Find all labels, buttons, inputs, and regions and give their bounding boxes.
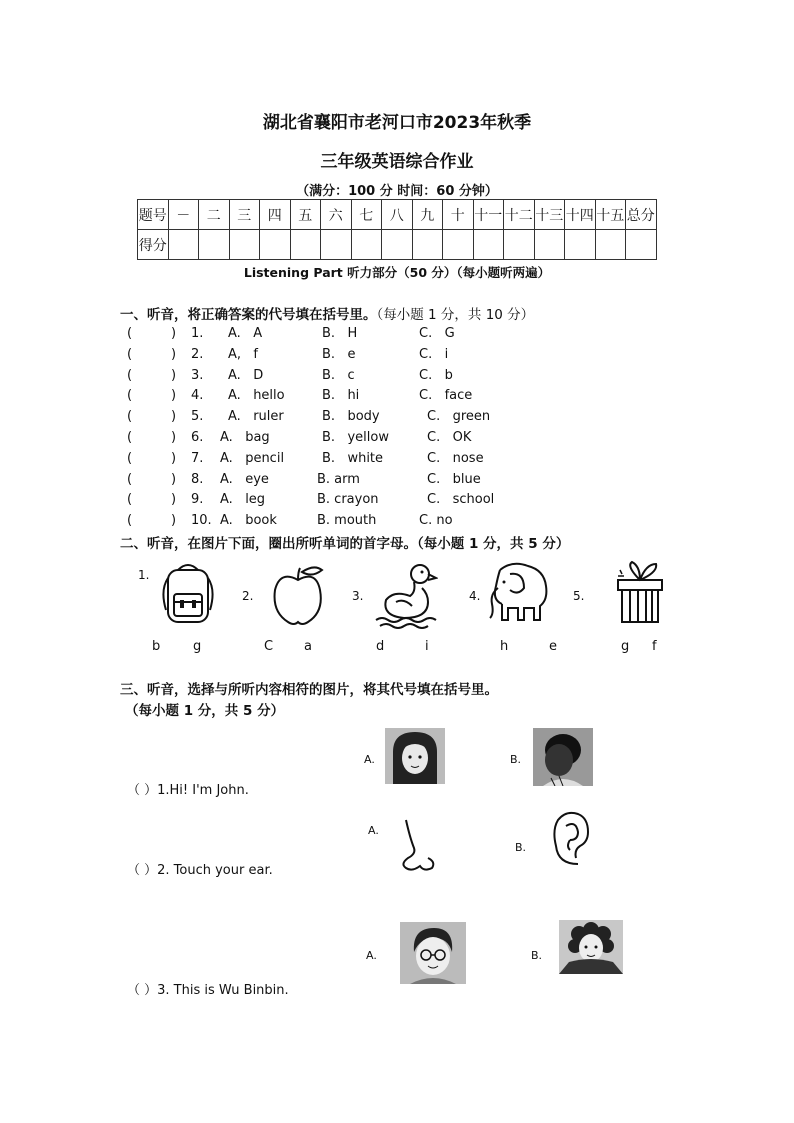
letter-choice[interactable]: e: [549, 639, 557, 654]
question-number: 7.: [191, 450, 204, 466]
boy-glasses-photo-icon[interactable]: [400, 922, 466, 984]
option-c: C. school: [427, 492, 495, 508]
option-c: C. G: [419, 326, 455, 341]
letter-choice[interactable]: f: [652, 639, 657, 654]
letter-choice[interactable]: g: [621, 639, 630, 654]
q3-2-option-b: B.: [515, 841, 527, 854]
option-b: B. arm: [317, 471, 360, 487]
question-number: 2.: [191, 346, 204, 362]
question-number: 5.: [191, 409, 204, 425]
elephant-icon: [488, 560, 552, 626]
question-number: 10.: [191, 513, 212, 529]
score-entry-cell[interactable]: [351, 230, 382, 260]
question-number: 9.: [191, 492, 204, 508]
score-table-header-cell: 四: [260, 200, 291, 230]
option-c: C. nose: [427, 450, 484, 466]
answer-bracket-open[interactable]: (: [127, 513, 133, 529]
nose-icon[interactable]: [396, 818, 440, 874]
score-table-header-cell: 十三: [534, 200, 565, 230]
q3-item-1: （ ）1.Hi! I'm John.: [127, 783, 249, 798]
option-c: C. no: [419, 513, 453, 529]
option-a: A. ruler: [228, 409, 284, 425]
letter-choice[interactable]: C: [264, 639, 274, 654]
option-a: A. book: [220, 513, 277, 529]
gift-icon: [612, 560, 668, 626]
question-number: 8.: [191, 471, 204, 487]
answer-bracket-close[interactable]: ): [171, 367, 177, 383]
score-entry-cell[interactable]: [260, 230, 291, 260]
option-c: C. b: [419, 367, 453, 383]
answer-bracket-close[interactable]: ): [171, 492, 177, 508]
answer-bracket-open[interactable]: (: [127, 430, 133, 445]
answer-bracket-close[interactable]: ): [171, 430, 177, 445]
q2-number-3: 3.: [352, 589, 364, 603]
q3-1-option-b: B.: [510, 753, 522, 766]
score-entry-cell[interactable]: [626, 230, 657, 260]
q2-number-1: 1.: [138, 568, 150, 582]
option-c: C. blue: [427, 471, 481, 487]
title-line2: 三年级英语综合作业: [320, 152, 474, 172]
score-table-header-cell: 十五: [595, 200, 626, 230]
letter-choice[interactable]: a: [304, 639, 312, 654]
score-table-header-cell: 十一: [473, 200, 504, 230]
answer-bracket-close[interactable]: ): [171, 450, 177, 466]
score-table-header-cell: 十二: [504, 200, 535, 230]
answer-bracket-close[interactable]: ): [171, 471, 177, 487]
boy-photo-icon[interactable]: [533, 728, 593, 786]
answer-bracket-close[interactable]: ): [171, 513, 177, 529]
score-table-header-cell: 六: [321, 200, 352, 230]
score-entry-cell[interactable]: [382, 230, 413, 260]
option-a: A. hello: [228, 388, 285, 404]
answer-bracket-open[interactable]: (: [127, 326, 133, 341]
score-entry-cell[interactable]: [443, 230, 474, 260]
option-b: B. yellow: [322, 430, 389, 445]
score-entry-cell[interactable]: [321, 230, 352, 260]
score-table-label-cell: 题号: [138, 200, 169, 230]
score-table-header-cell: 九: [412, 200, 443, 230]
score-table-header-cell: 八: [382, 200, 413, 230]
score-entry-cell[interactable]: [168, 230, 199, 260]
question-number: 6.: [191, 430, 204, 445]
letter-choice[interactable]: h: [500, 639, 509, 654]
score-table-header-cell: 三: [229, 200, 260, 230]
score-table-label-cell: 得分: [138, 230, 169, 260]
score-entry-cell[interactable]: [473, 230, 504, 260]
duck-icon: [374, 560, 438, 630]
option-a: A. bag: [220, 430, 270, 445]
q3-item-3: （ ）3. This is Wu Binbin.: [127, 983, 289, 998]
score-table-score-row: [138, 230, 657, 260]
section1-heading: [120, 303, 534, 323]
q3-item-2: （ ）2. Touch your ear.: [127, 863, 273, 878]
q3-3-option-a: A.: [366, 949, 377, 962]
option-a: A. A: [228, 326, 263, 341]
letter-choice[interactable]: b: [152, 639, 161, 654]
q2-number-5: 5.: [573, 589, 585, 603]
answer-bracket-open[interactable]: (: [127, 409, 133, 425]
score-entry-cell[interactable]: [565, 230, 596, 260]
score-table-header-cell: 七: [351, 200, 382, 230]
q2-number-2: 2.: [242, 589, 254, 603]
answer-bracket-close[interactable]: ): [171, 326, 177, 341]
score-entry-cell[interactable]: [412, 230, 443, 260]
score-table-header-cell: 十四: [565, 200, 596, 230]
option-c: C. i: [419, 346, 449, 362]
girl-curly-photo-icon[interactable]: [559, 920, 623, 974]
question-number: 1.: [191, 326, 204, 341]
option-b: B. mouth: [317, 513, 377, 529]
section3-subheading: （每小题 1 分，共 5 分）: [125, 703, 285, 719]
score-entry-cell[interactable]: [534, 230, 565, 260]
question-number: 3.: [191, 367, 204, 383]
section3-heading: 三、听音，选择与所听内容相符的图片，将其代号填在括号里。: [120, 682, 498, 698]
answer-bracket-open[interactable]: (: [127, 492, 133, 508]
q3-2-option-a: A.: [368, 824, 379, 837]
score-table-header-cell: 总分: [626, 200, 657, 230]
score-table-header-cell: －: [168, 200, 199, 230]
score-entry-cell[interactable]: [199, 230, 230, 260]
letter-choice[interactable]: g: [193, 639, 202, 654]
score-table-header-cell: 二: [199, 200, 230, 230]
answer-bracket-open[interactable]: (: [127, 367, 133, 383]
answer-bracket-open[interactable]: (: [127, 346, 133, 362]
ear-icon[interactable]: [548, 810, 592, 866]
answer-bracket-close[interactable]: ): [171, 409, 177, 425]
option-c: C. OK: [427, 430, 472, 445]
option-a: A. eye: [220, 471, 269, 487]
q2-number-4: 4.: [469, 589, 481, 603]
answer-bracket-close[interactable]: ): [171, 346, 177, 362]
option-b: B. body: [322, 409, 380, 425]
option-a: A. leg: [220, 492, 266, 508]
score-table-header-cell: 五: [290, 200, 321, 230]
letter-choice[interactable]: d: [376, 639, 385, 654]
option-b: B. c: [322, 367, 355, 383]
option-c: C. green: [427, 409, 491, 425]
apple-icon: [270, 564, 326, 626]
option-a: A. D: [228, 367, 264, 383]
option-b: B. crayon: [317, 492, 379, 508]
girl-photo-icon[interactable]: [385, 728, 445, 784]
score-entry-cell[interactable]: [229, 230, 260, 260]
title-line1: 湖北省襄阳市老河口市2023年秋季: [262, 113, 532, 133]
backpack-icon: [160, 560, 216, 626]
answer-bracket-open[interactable]: (: [127, 471, 133, 487]
score-entry-cell[interactable]: [504, 230, 535, 260]
option-c: C. face: [419, 388, 473, 404]
section2-heading: 二、听音，在图片下面，圈出所听单词的首字母。（每小题 1 分，共 5 分）: [120, 536, 570, 552]
score-table-header-cell: 十: [443, 200, 474, 230]
score-time-info: （满分：100 分 时间：60 分钟）: [296, 184, 498, 199]
section1-heading-main: 一、听音，将正确答案的代号填在括号里。: [120, 307, 377, 323]
option-b: B. e: [322, 346, 356, 362]
score-table-header-row: [138, 200, 657, 230]
answer-bracket-open[interactable]: (: [127, 450, 133, 466]
q3-1-option-a: A.: [364, 753, 375, 766]
option-a: A, f: [228, 346, 258, 362]
answer-bracket-open[interactable]: (: [127, 388, 133, 404]
letter-choice[interactable]: i: [425, 639, 429, 654]
q3-3-option-b: B.: [531, 949, 543, 962]
listening-part-heading: Listening Part 听力部分（50 分）（每小题听两遍）: [243, 265, 551, 280]
score-table: [137, 199, 657, 260]
question-number: 4.: [191, 388, 204, 404]
score-entry-cell[interactable]: [290, 230, 321, 260]
section1-heading-points: （每小题 1 分，共 10 分）: [376, 307, 535, 323]
answer-bracket-close[interactable]: ): [171, 388, 177, 404]
option-a: A. pencil: [220, 450, 285, 466]
score-entry-cell[interactable]: [595, 230, 626, 260]
option-b: B. H: [322, 326, 358, 341]
option-b: B. white: [322, 450, 384, 466]
option-b: B. hi: [322, 388, 360, 404]
